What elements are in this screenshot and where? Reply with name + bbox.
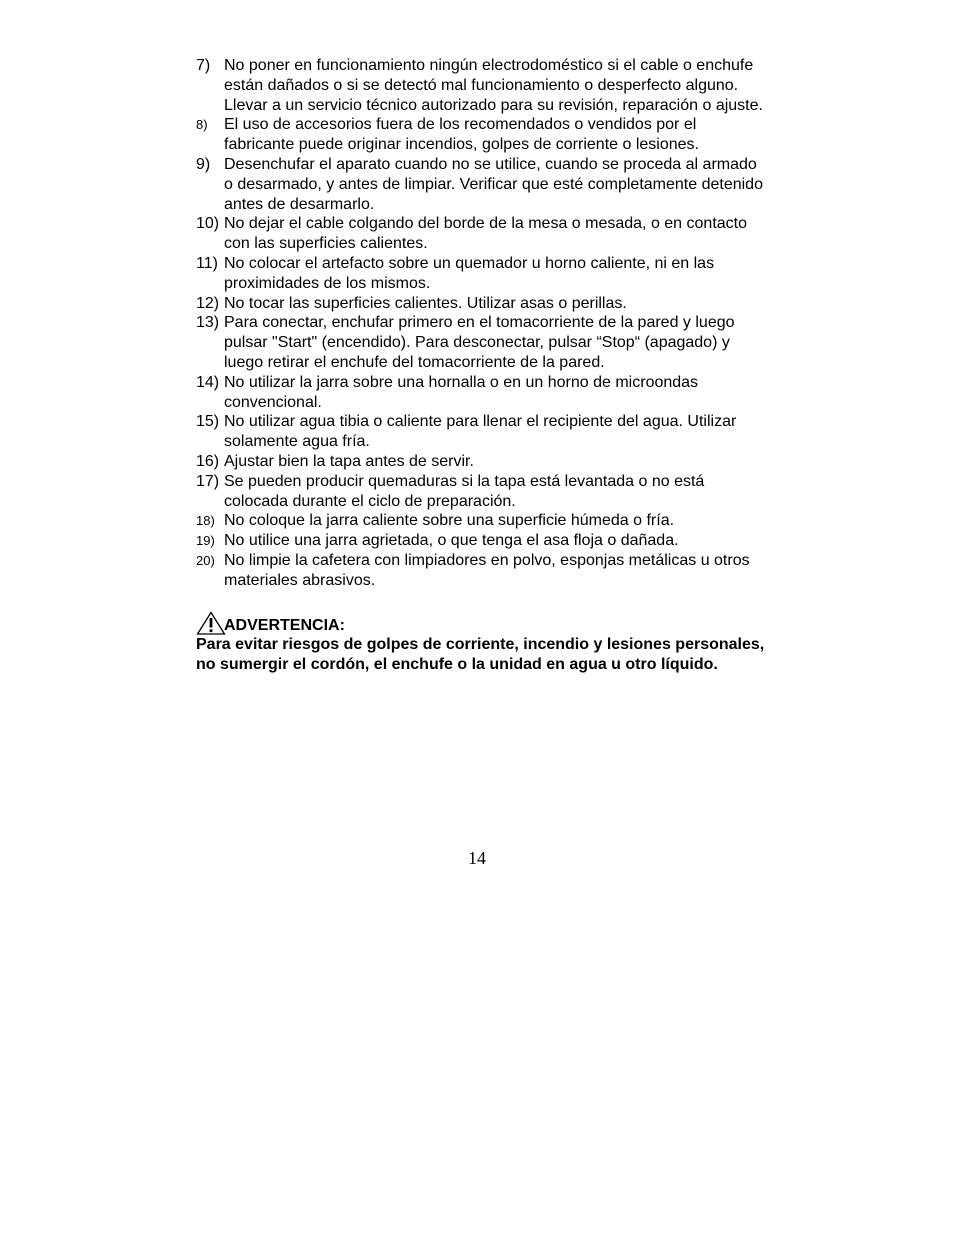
item-number: 10) (196, 215, 220, 233)
item-number: 9) (196, 155, 211, 173)
page-content (196, 56, 766, 675)
item-number: 13) (196, 314, 220, 332)
safety-instructions-list (196, 56, 766, 591)
warning-block (196, 611, 766, 675)
item-number: 7) (196, 57, 211, 74)
list-item (196, 511, 766, 531)
list-item (196, 155, 766, 214)
item-number: 8) (196, 117, 208, 133)
list-item (196, 294, 766, 314)
list-item (196, 551, 766, 591)
item-number: 19) (196, 533, 215, 549)
list-item (196, 531, 766, 551)
list-item (196, 56, 766, 115)
warning-triangle-icon (196, 611, 226, 635)
list-item (196, 214, 766, 254)
item-text: Para conectar, enchufar primero en el tomacorriente de la pared y luego pulsar "Start" (encendido). Para desconectar, pulsar “Stop“ (apagado) y luego retirar el enchufe del tomacorriente de la pared. (224, 314, 735, 371)
item-number: 14) (196, 373, 220, 391)
item-text: No coloque la jarra caliente sobre una superficie húmeda o fría. (224, 512, 675, 530)
list-item (196, 254, 766, 294)
item-text: El uso de accesorios fuera de los recomendados o vendidos por el fabricante puede originar incendios, golpes de corriente o lesiones. (224, 116, 699, 154)
item-text: No limpie la cafetera con limpiadores en polvo, esponjas metálicas u otros materiales abrasivos. (224, 551, 750, 589)
warning-title: ADVERTENCIA: (224, 616, 345, 634)
page-number: 14 (468, 848, 486, 868)
item-text: No utilizar agua tibia o caliente para llenar el recipiente del agua. Utilizar solamente agua fría. (224, 413, 737, 451)
item-text: Ajustar bien la tapa antes de servir. (224, 452, 474, 470)
list-item (196, 115, 766, 155)
item-number: 17) (196, 472, 220, 490)
item-text: No utilice una jarra agrietada, o que tenga el asa floja o dañada. (224, 532, 679, 550)
list-item (196, 452, 766, 472)
item-number: 16) (196, 452, 220, 470)
item-text: Desenchufar el aparato cuando no se utilice, cuando se proceda al armado o desarmado, y antes de limpiar. Verificar que esté completamente detenido antes de desarmarlo. (224, 155, 763, 213)
item-text: No poner en funcionamiento ningún electrodoméstico si el cable o enchufe están dañados o si se detectó mal funcionamiento o desperfecto alguno. Llevar a un servicio técnico autorizado para su revisión, reparación o ajuste. (224, 57, 763, 114)
item-number: 11) (196, 254, 218, 272)
item-text: No dejar el cable colgando del borde de la mesa o mesada, o en contacto con las superficies calientes. (224, 215, 748, 253)
list-item (196, 373, 766, 413)
warning-heading (196, 611, 766, 635)
item-text: No utilizar la jarra sobre una hornalla o en un horno de microondas convencional. (224, 373, 699, 411)
item-number: 15) (196, 413, 220, 431)
item-number: 18) (196, 513, 215, 529)
item-text: Se pueden producir quemaduras si la tapa está levantada o no está colocada durante el ciclo de preparación. (224, 472, 705, 510)
item-text: No tocar las superficies calientes. Utilizar asas o perillas. (224, 294, 627, 312)
list-item (196, 313, 766, 372)
list-item (196, 472, 766, 512)
item-text: No colocar el artefacto sobre un quemador u horno caliente, ni en las proximidades de los mismos. (224, 254, 715, 292)
item-number: 12) (196, 294, 220, 312)
warning-text: Para evitar riesgos de golpes de corriente, incendio y lesiones personales, no sumergir el cordón, el enchufe o la unidad en agua u otro líquido. (196, 635, 765, 673)
list-item (196, 412, 766, 452)
item-number: 20) (196, 552, 215, 568)
